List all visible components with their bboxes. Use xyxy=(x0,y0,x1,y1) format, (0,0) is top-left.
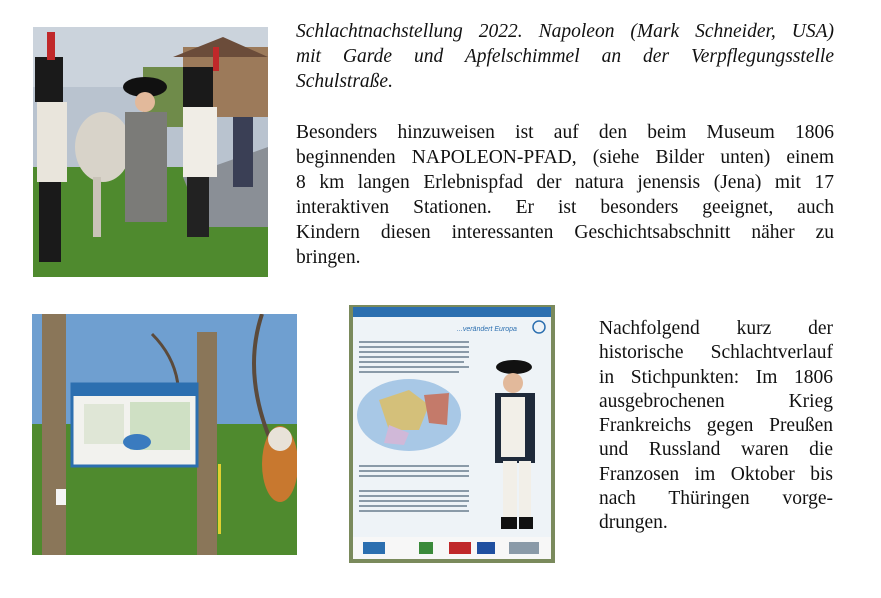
photo-napoleon-sign xyxy=(349,305,555,563)
side-line: Nachfolgend kurz der xyxy=(599,318,833,339)
photo-caption xyxy=(296,19,834,94)
side-line: in Stichpunkten: Im 1806 xyxy=(599,366,833,388)
photo-reenactment xyxy=(33,27,268,277)
caption-line: Schlachtnachstellung 2022. Napoleon (Mark Schneider, USA) xyxy=(296,21,834,42)
battle-summary-paragraph xyxy=(599,317,833,536)
side-line: und Russland waren die xyxy=(599,439,833,461)
intro-line: Besonders hinzuweisen ist auf den beim Museum 1806 xyxy=(296,122,834,143)
caption-line: Schulstraße. xyxy=(296,71,393,92)
side-line: nach Thüringen vorge- xyxy=(599,488,833,510)
side-line: ausgebrochenen Krieg xyxy=(599,390,833,412)
side-line: Frankreichs gegen Preußen xyxy=(599,415,833,437)
side-line: Franzosen im Oktober bis xyxy=(599,463,833,485)
intro-line: 8 km langen Erlebnispfad der natura jenensis (Jena) mit 17 xyxy=(296,172,834,193)
side-line: drungen. xyxy=(599,512,668,534)
intro-line: beginnenden NAPOLEON-PFAD, (siehe Bilder unten) einem xyxy=(296,147,834,168)
caption-line: mit Garde und Apfelschimmel an der Verpflegungsstelle xyxy=(296,46,834,67)
intro-line: interaktiven Stationen. Er ist besonders geeignet, auch xyxy=(296,197,834,218)
sign-title: ...verändert Europa xyxy=(457,326,517,333)
intro-line: bringen. xyxy=(296,247,361,268)
side-line: historische Schlachtverlauf xyxy=(599,342,833,364)
intro-paragraph xyxy=(296,120,834,270)
intro-line: Kindern diesen interessanten Geschichtsabschnitt näher zu xyxy=(296,222,834,243)
photo-napoleon-pfad-board xyxy=(32,314,297,555)
